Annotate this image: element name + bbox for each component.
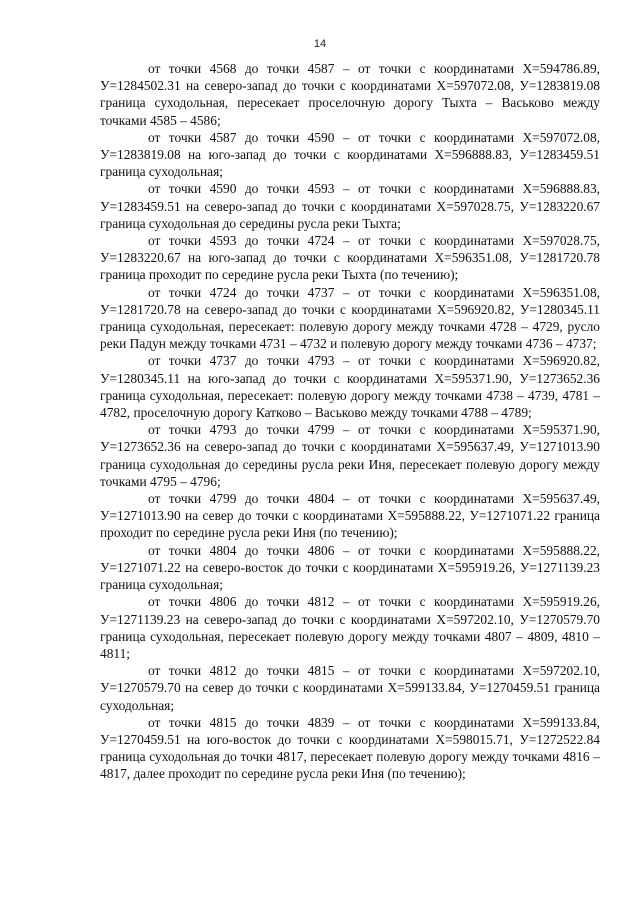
boundary-segment-paragraph: от точки 4799 до точки 4804 – от точки с координатами Х=595637.49, У=1271013.90 на север до точки с координатами Х=595888.22, У=1271071.22 граница проходит по середине русла реки Иня (по течению); — [100, 491, 600, 541]
boundary-description-text — [100, 60, 600, 783]
boundary-segment-paragraph: от точки 4815 до точки 4839 – от точки с координатами Х=599133.84, У=1270459.51 на юго-восток до точки с координатами Х=598015.71, У=1272522.84 граница суходольная до точки 4817, пересекает полевую дорогу между точками 4816 – 4817, далее проходит по середине русла реки Иня (по течению); — [100, 714, 600, 782]
boundary-segment-paragraph: от точки 4806 до точки 4812 – от точки с координатами Х=595919.26, У=1271139.23 на северо-запад до точки с координатами Х=597202.10, У=1270579.70 граница суходольная, пересекает полевую дорогу между точками 4807 – 4809, 4810 – 4811; — [100, 594, 600, 661]
boundary-segment-paragraph: от точки 4568 до точки 4587 – от точки с координатами Х=594786.89, У=1284502.31 на северо-запад до точки с координатами Х=597072.08, У=1283819.08 граница суходольная, пересекает проселочную дорогу Тыхта – Васьково между точками 4585 – 4586; — [100, 61, 600, 128]
boundary-segment-paragraph: от точки 4593 до точки 4724 – от точки с координатами Х=597028.75, У=1283220.67 на юго-запад до точки с координатами Х=596351.08, У=1281720.78 граница проходит по середине русла реки Тыхта (по течению); — [100, 233, 600, 283]
boundary-segment-paragraph: от точки 4590 до точки 4593 – от точки с координатами Х=596888.83, У=1283459.51 на северо-запад до точки с координатами Х=597028.75, У=1283220.67 граница суходольная до середины русла реки Тыхта; — [100, 181, 600, 231]
boundary-segment-paragraph: от точки 4793 до точки 4799 – от точки с координатами Х=595371.90, У=1273652.36 на северо-запад до точки с координатами Х=595637.49, У=1271013.90 граница суходольная до середины русла реки Иня, пересекает полевую дорогу между точками 4795 – 4796; — [100, 422, 600, 489]
boundary-segment-paragraph: от точки 4804 до точки 4806 – от точки с координатами Х=595888.22, У=1271071.22 на северо-восток до точки с координатами Х=595919.26, У=1271139.23 граница суходольная; — [100, 542, 600, 593]
boundary-segment-paragraph: от точки 4737 до точки 4793 – от точки с координатами Х=596920.82, У=1280345.11 на юго-запад до точки с координатами Х=595371.90, У=1273652.36 граница суходольная, пересекает: полевую дорогу между точками 4738 – 4739, 4781 – 4782, проселочную дорогу Катково – Васьково между точками 4788 – 4789; — [100, 353, 600, 421]
boundary-segment-paragraph: от точки 4724 до точки 4737 – от точки с координатами Х=596351.08, У=1281720.78 на северо-запад до точки с координатами Х=596920.82, У=1280345.11 граница суходольная, пересекает: полевую дорогу между точками 4728 – 4729, русло реки Падун между точками 4731 – 4732 и полевую дорогу между точками 4736 – 4737; — [100, 284, 600, 352]
boundary-segment-paragraph: от точки 4812 до точки 4815 – от точки с координатами Х=597202.10, У=1270579.70 на север до точки с координатами Х=599133.84, У=1270459.51 граница суходольная; — [100, 663, 600, 713]
boundary-segment-paragraph: от точки 4587 до точки 4590 – от точки с координатами Х=597072.08, У=1283819.08 на юго-запад до точки с координатами Х=596888.83, У=1283459.51 граница суходольная; — [100, 129, 600, 180]
page-number: 14 — [313, 38, 327, 50]
